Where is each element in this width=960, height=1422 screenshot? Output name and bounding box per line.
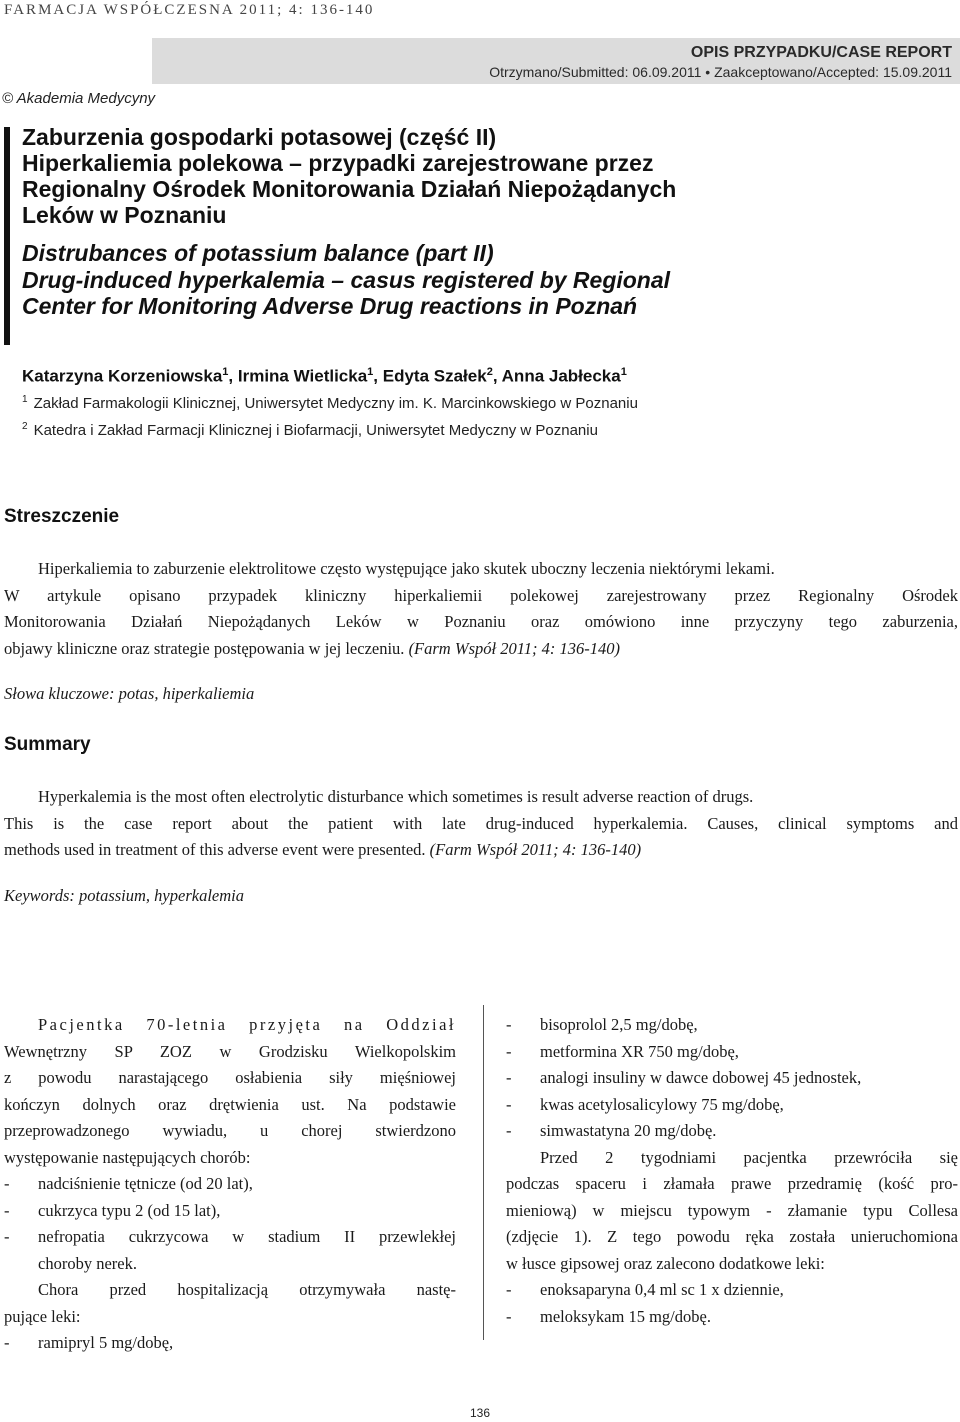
- abstract-line: [4, 636, 958, 663]
- author-separator: ,: [228, 366, 238, 386]
- list-item: [506, 1118, 958, 1145]
- citation: (Farm Współ 2011; 4: 136-140): [429, 840, 642, 859]
- list-item: [4, 1198, 456, 1225]
- keywords-polish: Słowa kluczowe: potas, hiperkaliemia: [4, 684, 255, 703]
- affiliation-number: 2: [22, 421, 28, 432]
- list-item-text: cukrzyca typu 2 (od 15 lat),: [38, 1200, 221, 1220]
- title-line: Zaburzenia gospodarki potasowej (część II): [22, 124, 497, 150]
- body-line: z powodu narastającego osłabienia siły mięśniowej: [4, 1068, 456, 1087]
- body-line: Pacjentka 70-letnia przyjęta na Oddział: [38, 1015, 456, 1034]
- list-item-text: meloksykam 15 mg/dobę.: [540, 1306, 711, 1326]
- list-dash: -: [506, 1068, 512, 1087]
- list-item-text: kwas acetylosalicylowy 75 mg/dobę,: [540, 1094, 784, 1114]
- author-name: Edyta Szałek: [382, 366, 487, 386]
- body-line: pujące leki:: [4, 1306, 81, 1326]
- title-english: [22, 240, 952, 320]
- body-column-left: [4, 1012, 456, 1357]
- list-dash: -: [506, 1015, 512, 1034]
- author-list: [22, 366, 627, 387]
- list-item-text: bisoprolol 2,5 mg/dobę,: [540, 1015, 698, 1034]
- abstract-line: Monitorowania Działań Niepożądanych Leków w Poznaniu oraz omówiono inne przyczyny tego zaburzenia,: [4, 612, 958, 631]
- author-name: Katarzyna Korzeniowska: [22, 366, 223, 386]
- body-line: Wewnętrzny SP ZOZ w Grodzisku Wielkopolskim: [4, 1041, 456, 1061]
- author-separator: ,: [373, 366, 383, 386]
- submission-dates: Otrzymano/Submitted: 06.09.2011 • Zaakceptowano/Accepted: 15.09.2011: [489, 64, 952, 80]
- body-line: Przed 2 tygodniami pacjentka przewróciła się: [540, 1147, 958, 1167]
- title-line: Hiperkaliemia polekowa – przypadki zarejestrowane przez: [22, 150, 654, 176]
- list-item: [506, 1039, 958, 1066]
- keywords-english: Keywords: potassium, hyperkalemia: [4, 886, 244, 905]
- body-line: podczas spaceru i złamała prawe przedramię (kość pro-: [506, 1174, 958, 1193]
- abstract-english: [4, 784, 958, 864]
- list-dash: -: [4, 1227, 10, 1246]
- title-accent-bar: [4, 127, 10, 345]
- title-line: Center for Monitoring Adverse Drug reactions in Poznań: [22, 293, 638, 319]
- list-item: [506, 1304, 958, 1331]
- abstract-polish: [4, 556, 958, 662]
- affiliation: [22, 394, 638, 412]
- abstract-line: W artykule opisano przypadek kliniczny hiperkaliemii polekowej zarejestrowany przez Regionalny Ośrodek: [4, 585, 958, 605]
- abstract-line: This is the case report about the patient with late drug-induced hyperkalemia. Causes, clinical symptoms and: [4, 813, 958, 833]
- body-line: występowanie następujących chorób:: [4, 1147, 251, 1167]
- title-line: Distrubances of potassium balance (part II): [22, 240, 494, 266]
- title-line: Drug-induced hyperkalemia – casus registered by Regional: [22, 266, 671, 293]
- report-type: OPIS PRZYPADKU/CASE REPORT: [690, 44, 952, 61]
- list-dash: -: [506, 1121, 512, 1140]
- abstract-line: Hyperkalemia is the most often electrolytic disturbance which sometimes is result adverse reaction of drugs.: [38, 787, 754, 806]
- abstract-line: [4, 837, 958, 864]
- list-item-text: metformina XR 750 mg/dobę,: [540, 1041, 739, 1061]
- list-item-text: simwastatyna 20 mg/dobę.: [540, 1121, 717, 1140]
- affiliation-number: 1: [22, 394, 28, 405]
- title-line: Leków w Poznaniu: [22, 202, 227, 228]
- list-item: [4, 1330, 456, 1357]
- body-line: w łusce gipsowej oraz zalecono dodatkowe leki:: [506, 1253, 825, 1273]
- body-line: przeprowadzonego wywiadu, u chorej stwierdzono: [4, 1121, 456, 1140]
- list-item: [506, 1277, 958, 1304]
- list-dash: -: [506, 1094, 512, 1114]
- summary-heading: Summary: [4, 734, 91, 755]
- abstract-heading: Streszczenie: [4, 506, 120, 527]
- list-item: [506, 1065, 958, 1092]
- abstract-line: Hiperkaliemia to zaburzenie elektrolitowe często występujące jako skutek uboczny leczenia niektórymi lekami.: [38, 559, 775, 578]
- list-item-text: nadciśnienie tętnicze (od 20 lat),: [38, 1174, 253, 1193]
- list-item-text: enoksaparyna 0,4 ml sc 1 x dziennie,: [540, 1280, 784, 1299]
- list-dash: -: [4, 1200, 10, 1220]
- list-dash: -: [506, 1280, 512, 1299]
- list-item-continuation: choroby nerek.: [38, 1253, 137, 1273]
- list-item: [4, 1224, 456, 1251]
- author-name: Irmina Wietlicka: [237, 366, 368, 386]
- list-item-text: nefropatia cukrzycowa w stadium II przewlekłej: [38, 1227, 456, 1246]
- affiliation-mark: 2: [486, 366, 493, 378]
- affiliation-mark: 1: [620, 366, 627, 378]
- page-number: 136: [470, 1406, 491, 1420]
- title-line: Regionalny Ośrodek Monitorowania Działań Niepożądanych: [22, 176, 677, 202]
- affiliation-text: Zakład Farmakologii Klinicznej, Uniwersytet Medyczny im. K. Marcinkowskiego w Poznaniu: [33, 395, 638, 412]
- column-divider: [483, 1005, 484, 1340]
- affiliation-mark: 1: [222, 366, 229, 378]
- list-dash: -: [4, 1333, 10, 1352]
- body-line: mieniową) w miejscu typowym - złamanie typu Collesa: [506, 1200, 958, 1220]
- copyright-notice: © Akademia Medycyny: [2, 90, 156, 107]
- list-item-text: analogi insuliny w dawce dobowej 45 jednostek,: [540, 1068, 862, 1087]
- abstract-last-line: methods used in treatment of this adverse event were presented.: [4, 840, 426, 859]
- citation: (Farm Współ 2011; 4: 136-140): [408, 638, 620, 658]
- body-line: (zdjęcie 1). Z tego powodu ręka została unieruchomiona: [506, 1227, 958, 1246]
- list-dash: -: [506, 1041, 512, 1061]
- author-name: Anna Jabłecka: [501, 366, 621, 386]
- list-dash: -: [506, 1306, 512, 1326]
- body-line: Chora przed hospitalizacją otrzymywała nastę-: [38, 1280, 456, 1299]
- journal-header: FARMACJA WSPÓŁCZESNA 2011; 4: 136-140: [4, 2, 375, 18]
- title-polish: [22, 124, 952, 228]
- author-separator: ,: [492, 366, 502, 386]
- list-item: [506, 1012, 958, 1039]
- body-column-right: [506, 1012, 958, 1330]
- affiliation-mark: 1: [367, 366, 374, 378]
- affiliation-text: Katedra i Zakład Farmacji Klinicznej i Biofarmacji, Uniwersytet Medyczny w Poznaniu: [33, 422, 598, 439]
- list-item: [4, 1171, 456, 1198]
- affiliation: [22, 421, 598, 439]
- list-item: [506, 1092, 958, 1119]
- list-item-text: ramipryl 5 mg/dobę,: [38, 1333, 174, 1352]
- body-line: kończyn dolnych oraz drętwienia ust. Na podstawie: [4, 1094, 456, 1114]
- abstract-last-line: objawy kliniczne oraz strategie postępowania w jej leczeniu.: [4, 638, 405, 658]
- list-dash: -: [4, 1174, 10, 1193]
